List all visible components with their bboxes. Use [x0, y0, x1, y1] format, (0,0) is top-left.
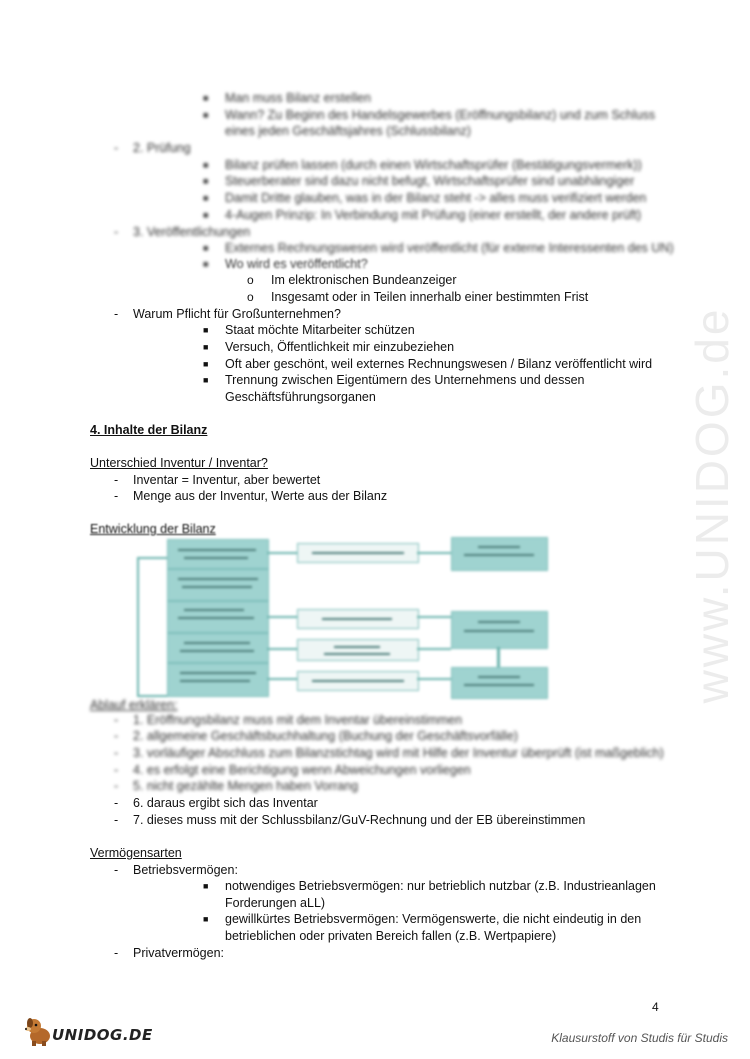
list-item: Oft aber geschönt, weil externes Rechnungswesen / Bilanz veröffentlicht wird: [225, 357, 653, 371]
text-line: Wann? Zu Beginn des Handelsgewerbes (Eröffnungsbilanz) und zum Schluss: [225, 108, 656, 122]
list-item: 3. vorläufiger Abschluss zum Bilanzstichtag wird mit Hilfe der Inventur überprüft (ist maßgeblich): [133, 746, 664, 760]
list-item: Geschäftsführungsorganen: [225, 390, 376, 404]
list-item: Trennung zwischen Eigentümern des Unternehmens und dessen: [225, 373, 585, 387]
square-bullet-icon: ■: [203, 914, 209, 924]
dash-bullet: -: [114, 813, 119, 827]
text-line: Wo wird es veröffentlicht?: [225, 257, 368, 271]
text-line: eines jeden Geschäftsjahres (Schlussbilanz): [225, 124, 471, 138]
logo-text: UNIDOG.DE: [52, 1026, 153, 1044]
text-line: Steuerberater sind dazu nicht befugt, Wirtschaftsprüfer sind unabhängiger: [225, 174, 635, 188]
watermark: www.UNIDOG.de: [686, 306, 738, 704]
list-item: 7. dieses muss mit der Schlussbilanz/GuV-Rechnung und der EB übereinstimmen: [133, 813, 586, 827]
section-heading: 4. Inhalte der Bilanz: [90, 423, 208, 437]
list-item: 5. nicht gezählte Mengen haben Vorrang: [133, 779, 359, 793]
list-item: betrieblichen oder privaten Bereich fallen (z.B. Wertpapiere): [225, 929, 557, 943]
list-item: Privatvermögen:: [133, 946, 225, 960]
footer-slogan: Klausurstoff von Studis für Studis: [551, 1031, 728, 1045]
pub-item: Im elektronischen Bundeanzeiger: [271, 273, 457, 287]
text-line: Damit Dritte glauben, was in der Bilanz steht -> alles muss verifiziert werden: [225, 191, 647, 205]
circle-bullet-icon: o: [247, 273, 254, 287]
list-item: Staat möchte Mitarbeiter schützen: [225, 323, 415, 337]
square-bullet-icon: ■: [203, 342, 209, 352]
text-line: 4-Augen Prinzip: In Verbindung mit Prüfung (einer erstellt, der andere prüft): [225, 208, 642, 222]
page-number: 4: [652, 1000, 659, 1014]
bilanz-diagram: [135, 535, 550, 700]
unidog-logo[interactable]: [22, 1014, 152, 1048]
square-bullet-icon: ■: [203, 375, 209, 385]
list-item: 2. allgemeine Geschäftsbuchhaltung (Buchung der Geschäftsvorfälle): [133, 729, 518, 743]
circle-bullet-icon: o: [247, 290, 254, 304]
list-item: Versuch, Öffentlichkeit mir einzubeziehen: [225, 340, 455, 354]
list-item: Inventar = Inventur, aber bewertet: [133, 473, 321, 487]
dash-bullet: -: [114, 946, 119, 960]
pub-item: Insgesamt oder in Teilen innerhalb einer bestimmten Frist: [271, 290, 589, 304]
list-item: Forderungen aLL): [225, 896, 326, 910]
subheading: Unterschied Inventur / Inventar?: [90, 456, 268, 470]
subheading: Vermögensarten: [90, 846, 182, 860]
dog-icon: [22, 1014, 56, 1048]
list-item: 4. es erfolgt eine Berichtigung wenn Abweichungen vorliegen: [133, 763, 471, 777]
square-bullet-icon: ■: [203, 325, 209, 335]
list-item: 1. Eröffnungsbilanz muss mit dem Inventar übereinstimmen: [133, 713, 463, 727]
square-bullet-icon: ■: [203, 359, 209, 369]
dash-bullet: -: [114, 473, 119, 487]
text-line: Man muss Bilanz erstellen: [225, 91, 371, 105]
dash-bullet: -: [114, 489, 119, 503]
list-item: notwendiges Betriebsvermögen: nur betrieblich nutzbar (z.B. Industrieanlagen: [225, 879, 656, 893]
text-line: 3. Veröffentlichungen: [133, 225, 251, 239]
dash-bullet: -: [114, 863, 119, 877]
list-item: Betriebsvermögen:: [133, 863, 238, 877]
warum-question: Warum Pflicht für Großunternehmen?: [133, 307, 341, 321]
list-item: gewillkürtes Betriebsvermögen: Vermögenswerte, die nicht eindeutig in den: [225, 912, 642, 926]
dash-bullet: -: [114, 307, 119, 321]
subheading: Ablauf erklären:: [90, 698, 178, 712]
list-item: Menge aus der Inventur, Werte aus der Bilanz: [133, 489, 388, 503]
square-bullet-icon: ■: [203, 881, 209, 891]
dash-bullet: -: [114, 796, 119, 810]
text-line: 2. Prüfung: [133, 141, 191, 155]
list-item: 6. daraus ergibt sich das Inventar: [133, 796, 318, 810]
text-line: Bilanz prüfen lassen (durch einen Wirtschaftsprüfer (Bestätigungsvermerk)): [225, 158, 642, 172]
subheading: Entwicklung der Bilanz: [90, 522, 216, 536]
text-line: Externes Rechnungswesen wird veröffentlicht (für externe Interessenten des UN): [225, 241, 674, 255]
